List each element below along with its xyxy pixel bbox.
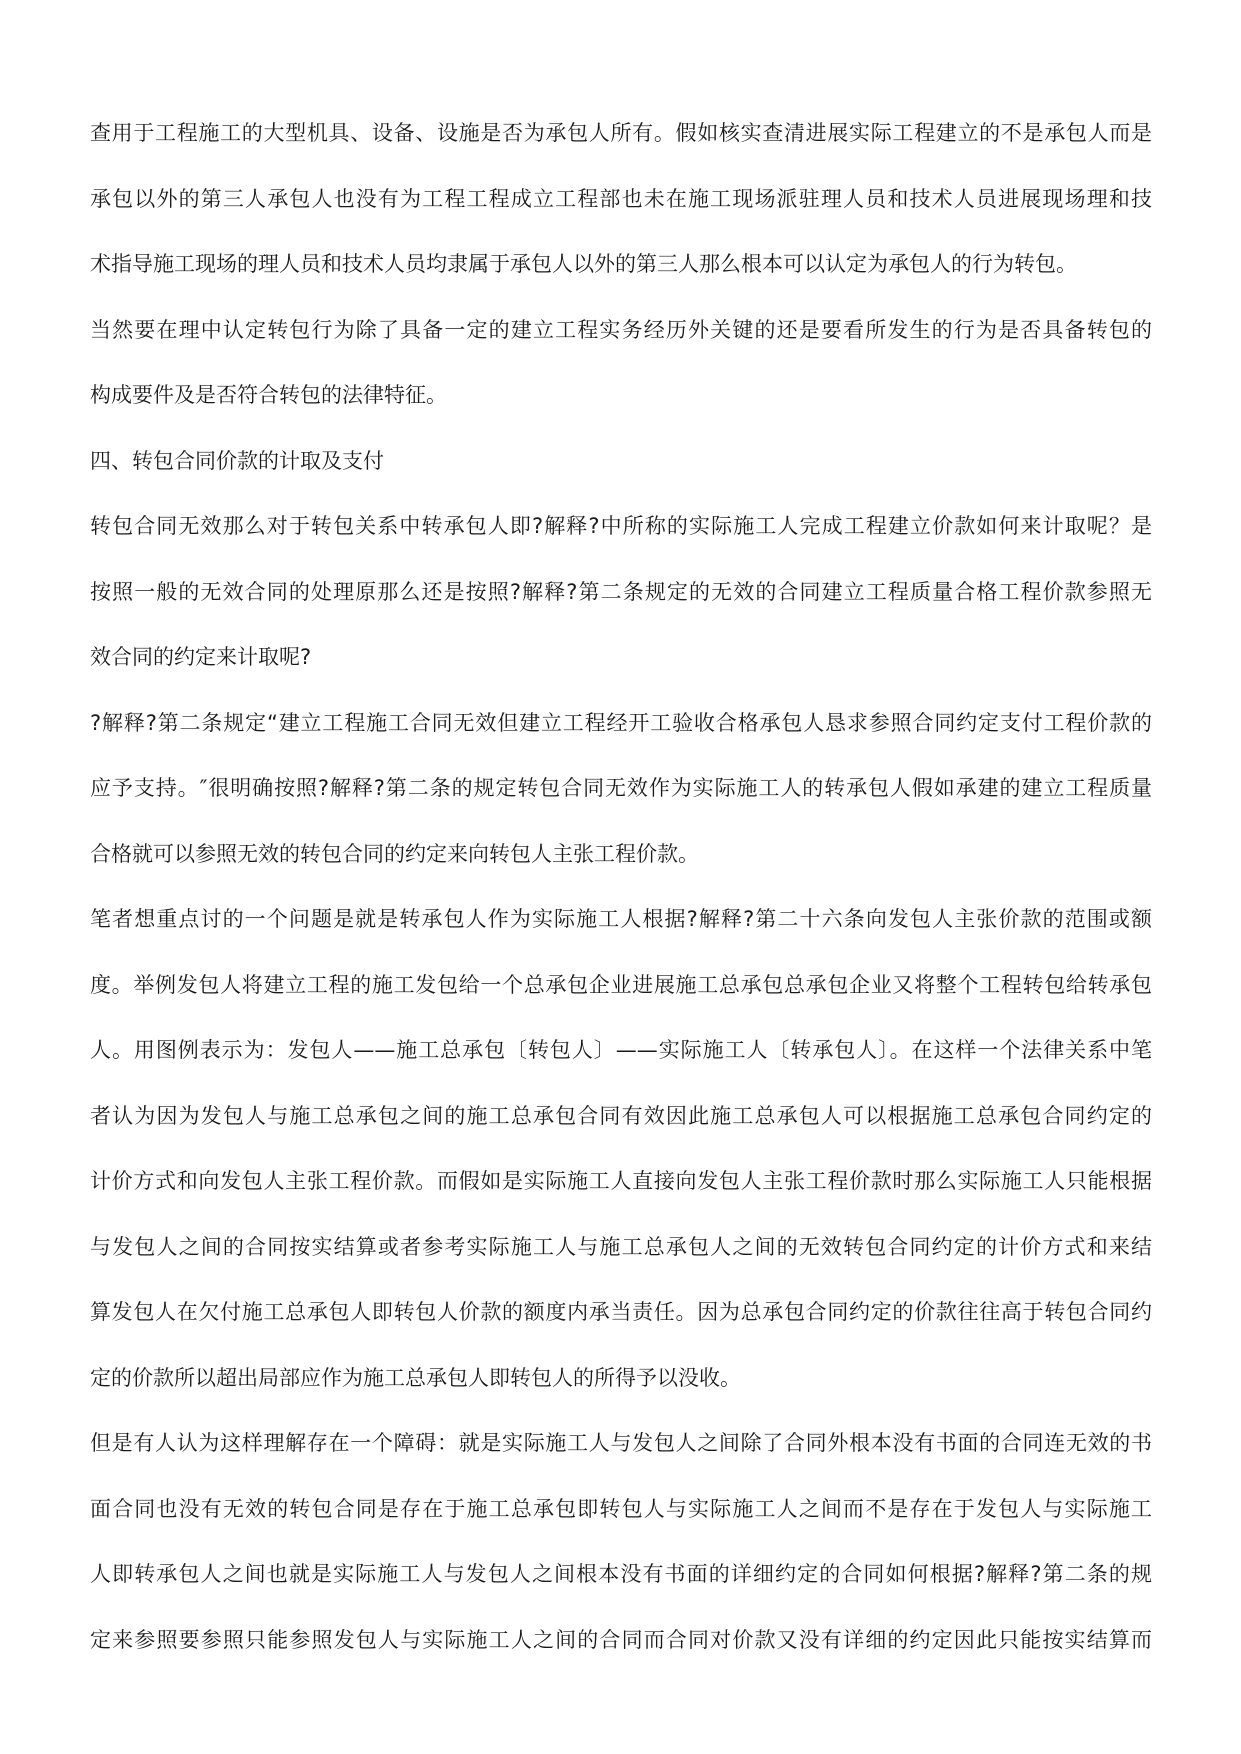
text-line: 查用于工程施工的大型机具、设备、设施是否为承包人所有。假如核实查清进展实际工程建立的不是承包人而是 [90,121,1152,145]
text-line: 度。举例发包人将建立工程的施工发包给一个总承包企业进展施工总承包总承包企业又将整个工程转包给转承包 [90,972,1152,997]
text-line: 构成要件及是否符合转包的法律特征。 [90,383,447,407]
text-line: ?解释?第二条规定“建立工程施工合同无效但建立工程经开工验收合格承包人恳求参照合同约定支付工程价款的 [90,710,1152,735]
document-page [90,101,1152,1673]
text-line: 四、转包合同价款的计取及支付 [90,448,384,473]
text-line: 计价方式和向发包人主张工程价款。而假如是实际施工人直接向发包人主张工程价款时那么实际施工人只能根据 [90,1169,1152,1193]
text-line: 术指导施工现场的理人员和技术人员均隶属于承包人以外的第三人那么根本可以认定为承包人的行为转包。 [90,252,1077,276]
text-line: 算发包人在欠付施工总承包人即转包人价款的额度内承当责任。因为总承包合同约定的价款往往高于转包合同约 [90,1300,1152,1324]
text-line: 当然要在理中认定转包行为除了具备一定的建立工程实务经历外关键的还是要看所发生的行为是否具备转包的 [90,317,1152,342]
text-line: 按照一般的无效合同的处理原那么还是按照?解释?第二条规定的无效的合同建立工程质量合格工程价款参照无 [90,579,1152,604]
text-line: 者认为因为发包人与施工总承包之间的施工总承包合同有效因此施工总承包人可以根据施工总承包合同约定的 [90,1103,1152,1128]
text-line: 但是有人认为这样理解存在一个障碍：就是实际施工人与发包人之间除了合同外根本没有书面的合同连无效的书 [90,1431,1152,1455]
text-line: 与发包人之间的合同按实结算或者参考实际施工人与施工总承包人之间的无效转包合同约定的计价方式和来结 [90,1234,1152,1259]
text-line: 面合同也没有无效的转包合同是存在于施工总承包即转包人与实际施工人之间而不是存在于发包人与实际施工 [90,1496,1152,1521]
text-line: 转包合同无效那么对于转包关系中转承包人即?解释?中所称的实际施工人完成工程建立价款如何来计取呢？是 [90,514,1152,538]
text-line: 人。用图例表示为：发包人——施工总承包〔转包人〕——实际施工人〔转承包人〕。在这样一个法律关系中笔 [90,1038,1152,1062]
text-line: 效合同的约定来计取呢? [90,645,312,669]
text-line: 承包以外的第三人承包人也没有为工程工程成立工程部也未在施工现场派驻理人员和技术人员进展现场理和技 [90,186,1152,211]
text-line: 应予支持。″很明确按照?解释?第二条的规定转包合同无效作为实际施工人的转承包人假如承建的建立工程质量 [90,776,1152,800]
text-line: 定来参照要参照只能参照发包人与实际施工人之间的合同而合同对价款又没有详细的约定因此只能按实结算而 [90,1627,1152,1652]
text-line: 合格就可以参照无效的转包合同的约定来向转包人主张工程价款。 [90,841,699,866]
text-line: 定的价款所以超出局部应作为施工总承包人即转包人的所得予以没收。 [90,1365,741,1390]
text-line: 笔者想重点讨的一个问题是就是转承包人作为实际施工人根据?解释?第二十六条向发包人主张价款的范围或额 [90,907,1152,931]
text-line: 人即转承包人之间也就是实际施工人与发包人之间根本没有书面的详细约定的合同如何根据?解释?第二条的规 [90,1562,1152,1586]
